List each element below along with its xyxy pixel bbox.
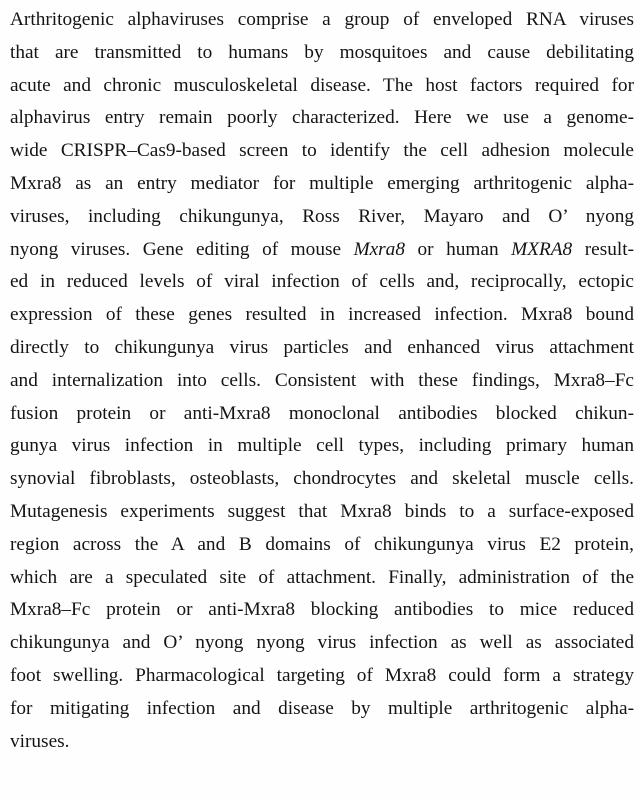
line-text: and internalization into cells. Consistent with these findings, Mxra8–Fc bbox=[10, 369, 634, 391]
line-text: viruses. bbox=[10, 730, 70, 752]
line-text: gunya virus infection in multiple cell types, including primary human bbox=[10, 435, 634, 457]
line-text: or human bbox=[404, 238, 512, 260]
line-text: region across the A and B domains of chikungunya virus E2 protein, bbox=[10, 533, 634, 555]
abstract-line bbox=[10, 266, 634, 299]
line-text: Mutagenesis experiments suggest that Mxra8 binds to a surface-exposed bbox=[10, 500, 634, 522]
abstract-line bbox=[10, 234, 634, 267]
line-text: viruses, including chikungunya, Ross River, Mayaro and O’ nyong bbox=[10, 205, 634, 227]
abstract-line bbox=[10, 430, 634, 463]
line-text: that are transmitted to humans by mosquitoes and cause debilitating bbox=[10, 41, 634, 63]
abstract-line bbox=[10, 627, 634, 660]
abstract-paragraph bbox=[10, 4, 634, 758]
abstract-line bbox=[10, 529, 634, 562]
line-text: acute and chronic musculoskeletal disease. The host factors required for bbox=[10, 74, 634, 96]
abstract-line bbox=[10, 37, 634, 70]
line-text: synovial fibroblasts, osteoblasts, chondrocytes and skeletal muscle cells. bbox=[10, 468, 634, 490]
abstract-line bbox=[10, 562, 634, 595]
line-text: result- bbox=[572, 238, 635, 260]
abstract-line bbox=[10, 463, 634, 496]
gene-name-mouse: Mxra8 bbox=[353, 238, 405, 260]
line-text: directly to chikungunya virus particles and enhanced virus attachment bbox=[10, 336, 634, 358]
line-text: ed in reduced levels of viral infection of cells and, reciprocally, ectopic bbox=[10, 271, 634, 293]
abstract-line bbox=[10, 693, 634, 726]
abstract-line bbox=[10, 726, 634, 759]
abstract-line bbox=[10, 4, 634, 37]
abstract-line bbox=[10, 201, 634, 234]
line-text: expression of these genes resulted in increased infection. Mxra8 bound bbox=[10, 304, 634, 326]
line-text: Arthritogenic alphaviruses comprise a group of enveloped RNA viruses bbox=[10, 9, 634, 30]
abstract-line bbox=[10, 70, 634, 103]
line-text: nyong viruses. Gene editing of mouse bbox=[10, 238, 354, 260]
line-text: alphavirus entry remain poorly characterized. Here we use a genome- bbox=[10, 107, 634, 129]
abstract-line bbox=[10, 660, 634, 693]
abstract-line bbox=[10, 365, 634, 398]
abstract-line bbox=[10, 299, 634, 332]
line-text: foot swelling. Pharmacological targeting of Mxra8 could form a strategy bbox=[10, 664, 634, 686]
line-text: chikungunya and O’ nyong nyong virus infection as well as associated bbox=[10, 632, 634, 654]
line-text: which are a speculated site of attachment. Finally, administration of the bbox=[10, 566, 634, 588]
abstract-line bbox=[10, 168, 634, 201]
abstract-line bbox=[10, 332, 634, 365]
line-text: for mitigating infection and disease by multiple arthritogenic alpha- bbox=[10, 697, 634, 719]
line-text: fusion protein or anti-Mxra8 monoclonal antibodies blocked chikun- bbox=[10, 402, 634, 424]
abstract-line bbox=[10, 398, 634, 431]
abstract-line bbox=[10, 102, 634, 135]
gene-name-human: MXRA8 bbox=[511, 238, 573, 260]
line-text: Mxra8 as an entry mediator for multiple emerging arthritogenic alpha- bbox=[10, 172, 634, 194]
line-text: Mxra8–Fc protein or anti-Mxra8 blocking antibodies to mice reduced bbox=[10, 599, 634, 621]
abstract-line bbox=[10, 594, 634, 627]
abstract-line bbox=[10, 496, 634, 529]
abstract-line bbox=[10, 135, 634, 168]
line-text: wide CRISPR–Cas9-based screen to identify the cell adhesion molecule bbox=[10, 140, 634, 162]
